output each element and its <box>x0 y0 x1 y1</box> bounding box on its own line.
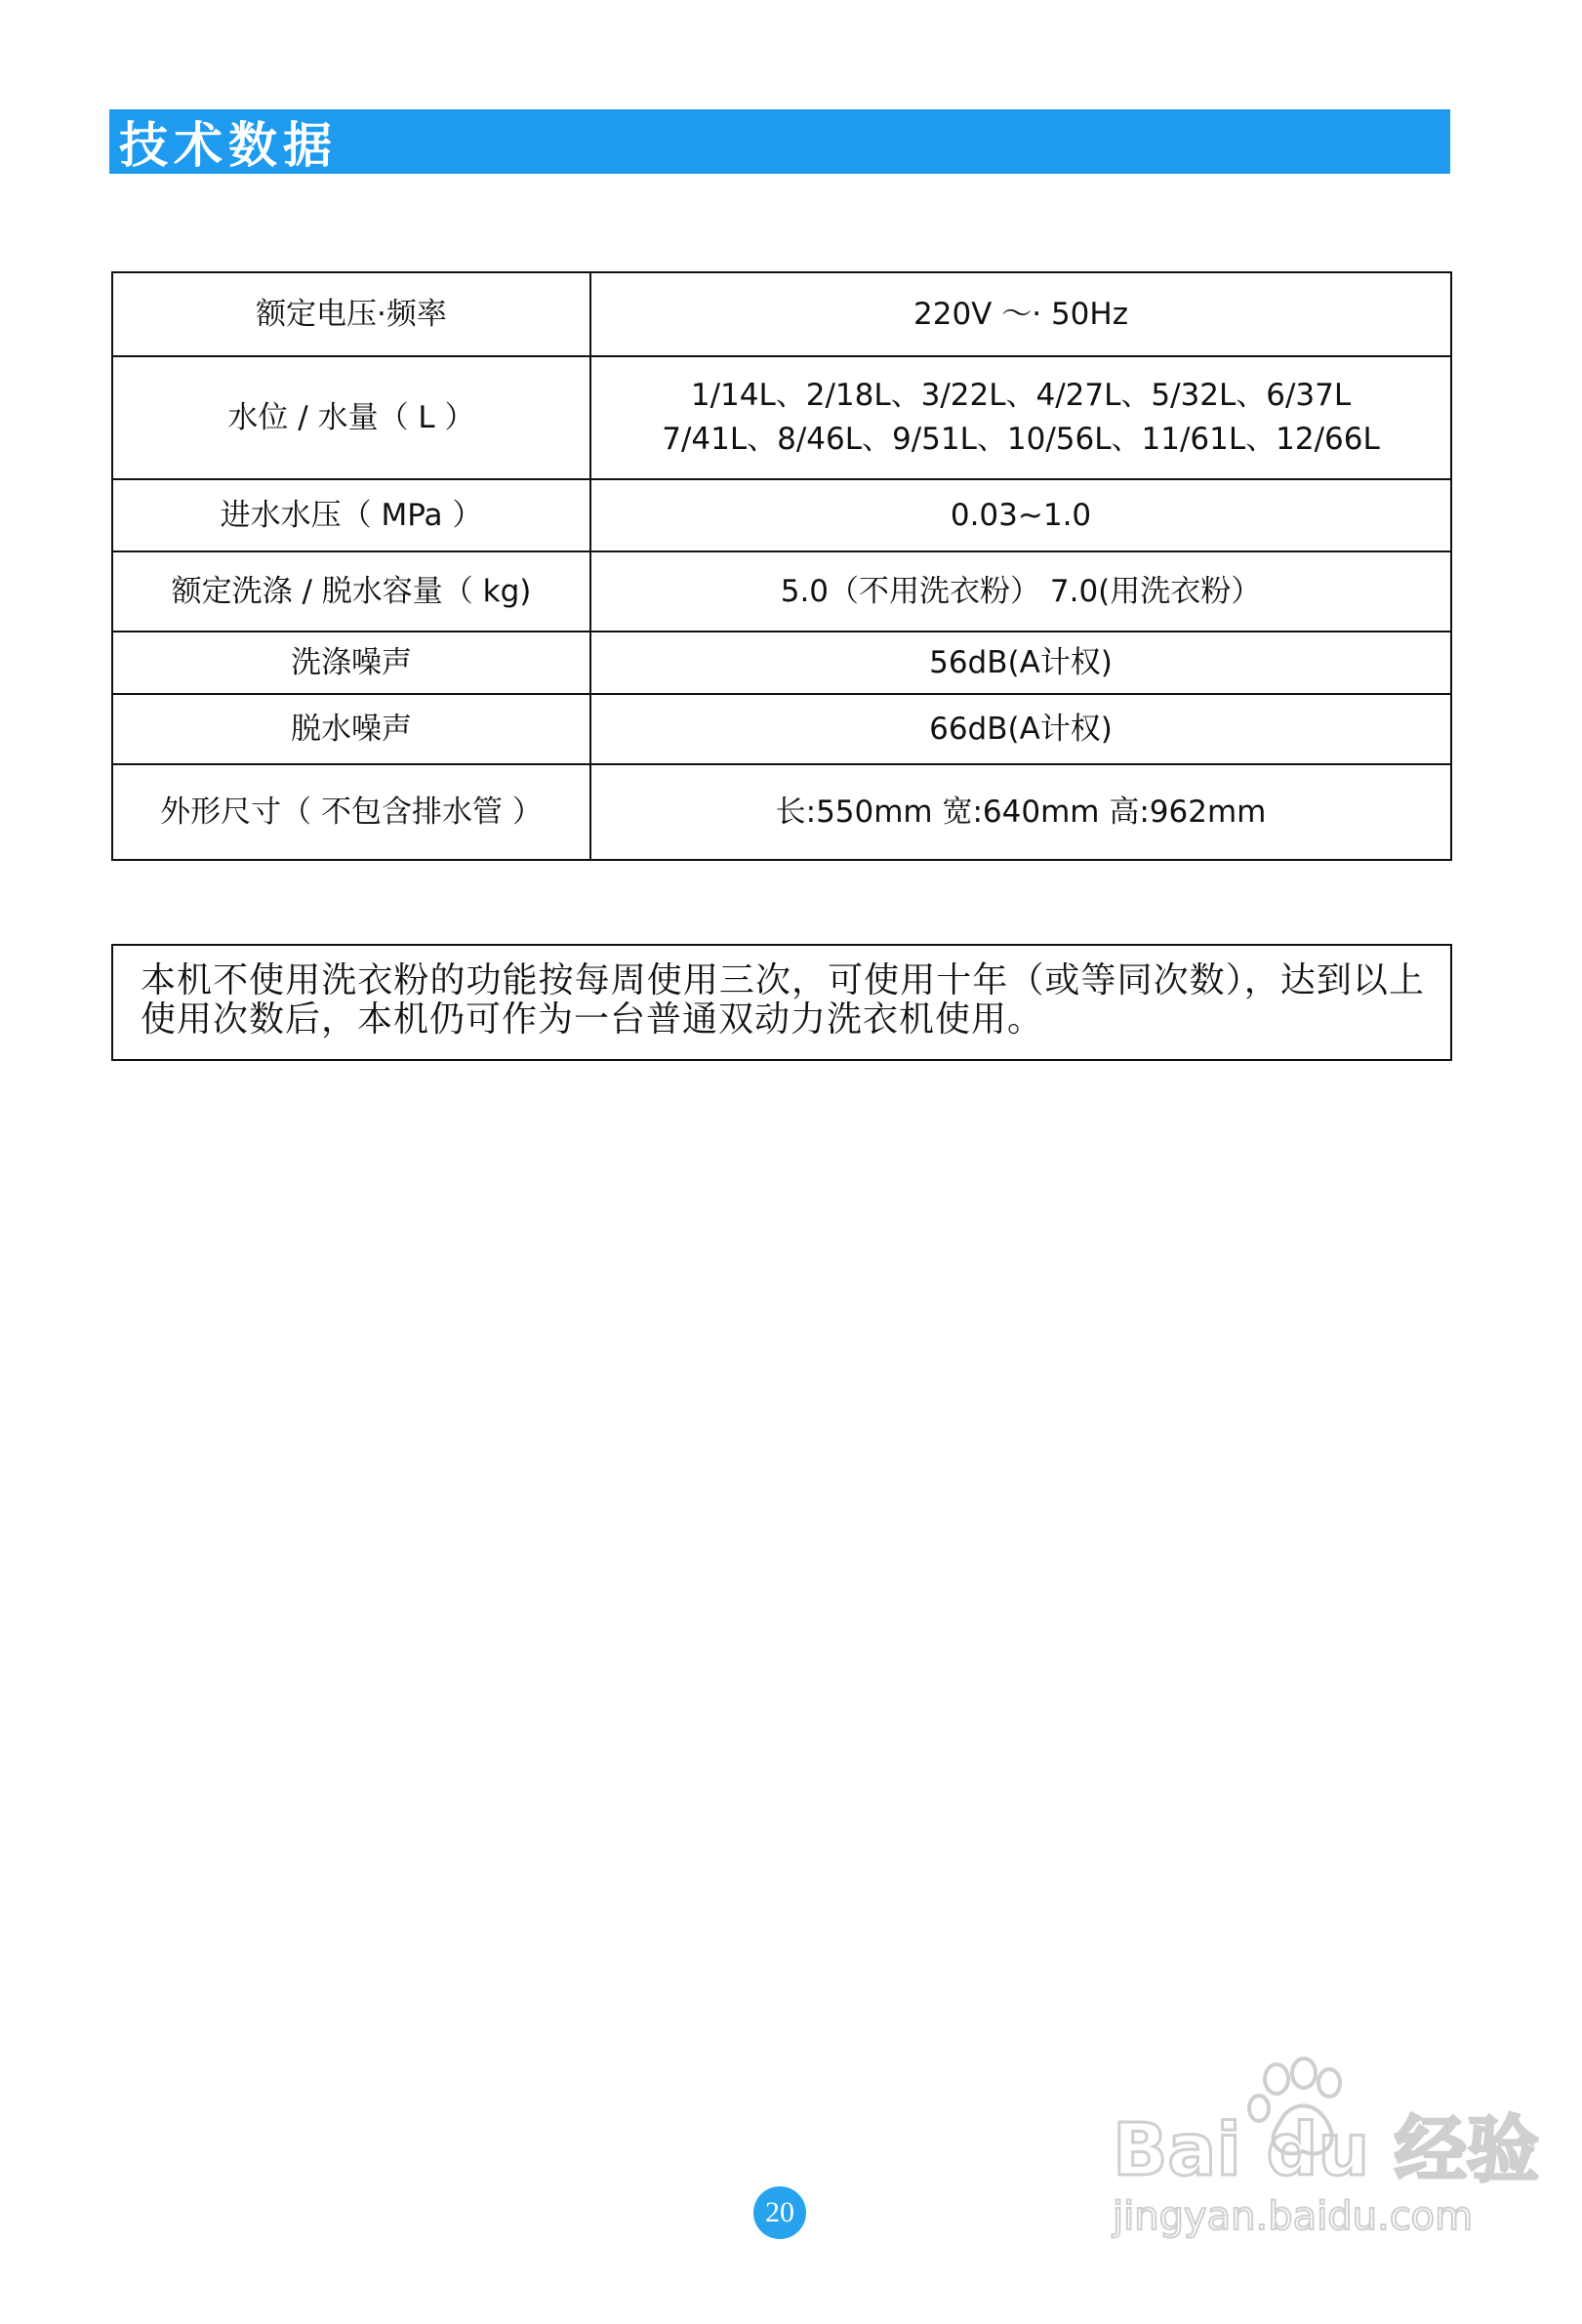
watermark-brand: Bai du 经验 <box>1113 2108 1539 2192</box>
table-row <box>112 479 1451 551</box>
section-title-bar <box>109 109 1450 174</box>
spec-value: 长:550mm 宽:640mm 高:962mm <box>590 764 1451 860</box>
spec-value-line: 1/14L、2/18L、3/22L、4/27L、5/32L、6/37L <box>690 378 1352 414</box>
section-title: 技术数据 <box>119 117 338 174</box>
spec-value <box>590 356 1451 479</box>
table-row <box>112 632 1451 694</box>
table-row <box>112 551 1451 632</box>
page-number: 20 <box>765 2196 794 2228</box>
spec-value: 66dB(A计权) <box>590 694 1451 764</box>
notice-box <box>111 944 1452 1061</box>
spec-value: 5.0（不用洗衣粉） 7.0(用洗衣粉） <box>590 551 1451 632</box>
notice-text: 本机不使用洗衣粉的功能按每周使用三次，可使用十年（或等同次数），达到以上使用次数后，本机仍可作为一台普通双动力洗衣机使用。 <box>141 960 1425 1040</box>
spec-label: 洗涤噪声 <box>112 632 590 694</box>
spec-label: 额定电压·频率 <box>112 272 590 356</box>
spec-label: 进水水压（ MPa ） <box>112 479 590 551</box>
spec-value: 220V ～· 50Hz <box>590 272 1451 356</box>
spec-label: 外形尺寸（ 不包含排水管 ） <box>112 764 590 860</box>
table-row <box>112 694 1451 764</box>
spec-table <box>111 271 1452 861</box>
spec-label: 脱水噪声 <box>112 694 590 764</box>
spec-value: 56dB(A计权) <box>590 632 1451 694</box>
baidu-watermark-logo <box>1103 2058 1539 2253</box>
spec-label: 额定洗涤 / 脱水容量（ kg) <box>112 551 590 632</box>
table-row <box>112 272 1451 356</box>
spec-label: 水位 / 水量（ L ） <box>112 356 590 479</box>
spec-value-line: 7/41L、8/46L、9/51L、10/56L、11/61L、12/66L <box>662 422 1380 457</box>
watermark-url: jingyan.baidu.com <box>1113 2194 1474 2239</box>
page-number-badge <box>753 2186 806 2239</box>
table-row <box>112 356 1451 479</box>
table-row <box>112 764 1451 860</box>
spec-value: 0.03~1.0 <box>590 479 1451 551</box>
